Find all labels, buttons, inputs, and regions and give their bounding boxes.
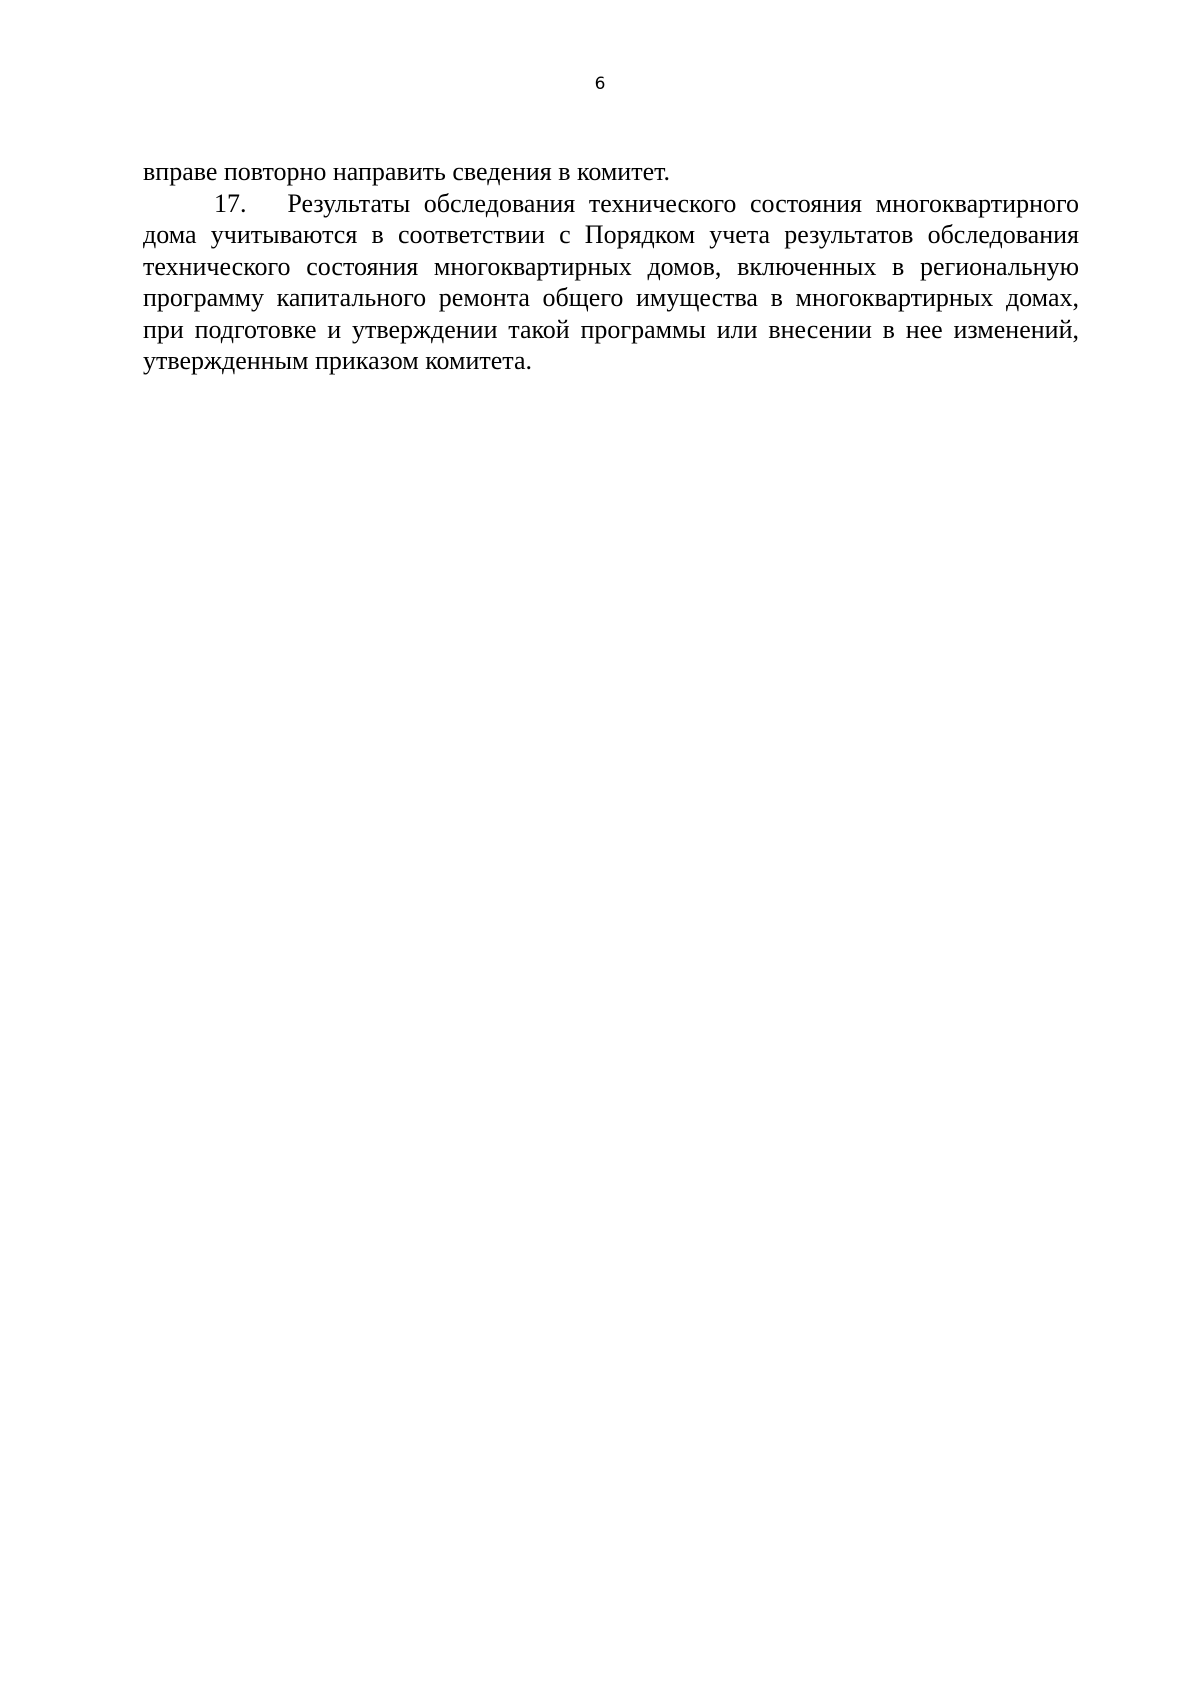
document-body	[143, 156, 1079, 377]
page-number: 6	[594, 74, 606, 94]
paragraph-continuation: вправе повторно направить сведения в комитет.	[143, 157, 671, 186]
paragraph-item-17: 17. Результаты обследования технического состояния многоквартирного дома учитываются в соответствии с Порядком учета результатов обследования технического состояния многоквартирных домов, включенных в региональную программу капитального ремонта общего имущества в многоквартирных домах, при подготовке и утверждении такой программы или внесении в нее изменений, утвержденным приказом комитета.	[143, 188, 1079, 375]
